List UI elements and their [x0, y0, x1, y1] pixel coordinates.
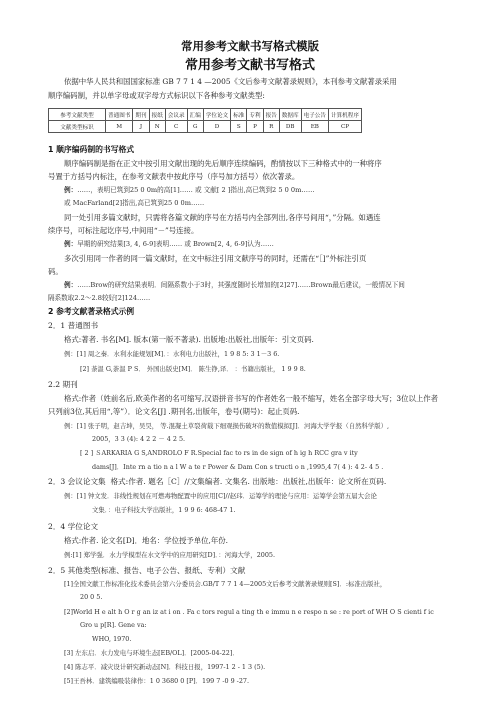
table-cell: 普通图书: [106, 109, 133, 121]
section-title: 2．3 会议论文集: [48, 477, 106, 486]
example-label: 例：: [64, 422, 77, 430]
journal-reference-2-line-1: [ 2 ] ＳARKARIA G S,ANDROLO F R.Special fac to rs in de sign of h ig h RCC gra v ity: [80, 449, 358, 457]
example-1-line-1: [64, 185, 315, 196]
other-reference-2-line-2: Gro u p[R]. Gene va:: [80, 621, 147, 629]
example-label: 例：: [64, 281, 78, 289]
reference-text: [1] 张子明，赵吉坤，吴昊， 等.混凝土草裂荷载下细观损伤破坏的数值模拟[J]．河海大学学报（自然科学版）,: [76, 422, 390, 430]
book-reference-2: [2] 荼温 G,荼温 P S． 外国出版史[M]． 陈生铮,译． ：书籍出版社， 1 9 9 8.: [80, 365, 306, 373]
proceedings-reference-1-line-2: 文集．：电子科技大学出版社，1 9 9 6: 468-47 1.: [92, 506, 236, 514]
journal-reference-1-line-1: [64, 421, 389, 432]
table-cell: 会议录: [165, 109, 187, 121]
table-cell: J: [133, 121, 149, 133]
format-label: 格式:: [64, 335, 82, 344]
table-cell: R: [263, 121, 279, 133]
reference-types-table: [48, 108, 362, 133]
section-1-paragraph-1-line-2: 号置于方括号内标注，在参考文献表中按此序号（序号加方括号）依次著录。: [48, 172, 300, 181]
thesis-format: [64, 535, 228, 547]
section-2-heading: 2 参考文献著录格式示例: [48, 307, 135, 316]
example-label: 例：: [64, 240, 78, 248]
table-cell: 计算机程序: [328, 109, 361, 121]
journal-reference-2-line-2: dams[J]．Inte rn a tio n a l W a te r Power & Dam Con s tructi o n ,1995,4 7( 4 ): 4 2- 4 5 .: [92, 463, 384, 471]
section-2-5-heading: 2．5 其他类型(标准、报告、电子公告、报纸、专利）文献: [48, 566, 246, 575]
table-cell: CP: [328, 121, 361, 133]
section-2-4-heading: 2．4 学位论文: [48, 522, 99, 531]
other-reference-5: [5]王吾林．建筑编吸装律作：1 0 3680 0 [P]．199 7 -0 9 -27.: [64, 677, 250, 685]
journal-reference-1-line-2: 2005，3 3 (4): 4 2 2 － 4 2 5.: [92, 435, 186, 443]
format-text: 作者. 论文名[D]．地名：学位授予单位,年份.: [81, 536, 229, 545]
section-2-1-heading: 2．1 普通图书: [48, 321, 99, 330]
table-row-label: 参考文献类型: [49, 109, 106, 121]
table-cell: 汇编: [187, 109, 203, 121]
table-cell: D: [203, 121, 230, 133]
types-table-row-names: [49, 109, 362, 121]
document-title-small: 常用参考文献书写格式模版: [181, 39, 319, 53]
section-1-heading: 1 顺序编码制的书写格式: [48, 145, 135, 154]
example-label: 例：: [64, 186, 78, 194]
types-table-row-codes: [49, 121, 362, 133]
example-label: 例:: [64, 551, 73, 559]
example-label: 例：: [64, 492, 77, 500]
example-1-line-2: 或 MacFarland[2]指出,高已筑到25 0 0m……: [64, 199, 205, 207]
table-cell: 报告: [263, 109, 279, 121]
example-3-line-2: 隔系数取2.2～2.8较好[2]124……: [48, 294, 151, 302]
reference-text: [1] 钟文发．非线性规划在可燃毒物配置中的应用[C]//赵玮．运筹学的理论与应用：运筹学会第五届大会论: [76, 492, 377, 500]
intro-line-1: 依据中华人民共和国国家标准 GB 7 7 1 4 —2005《文后参考文献著录规则》，本刊参考文献著录采用: [64, 77, 397, 86]
other-reference-1-line-1: [1]全国文献工作标准化技术委员会第六分委员会.GB/T 7 7 1 4—2005文后参考文献著录规则[S]．:标准出版社，: [64, 580, 387, 588]
other-reference-2-line-1: [2]World H e alt h O r g an iz at i on . Fa c tors regul a ting th e immu n e respo n se : re port of WH O S cienti f ic: [64, 608, 434, 616]
table-cell: 电子公告: [301, 109, 328, 121]
document-title-main: 常用参考文献书写格式: [184, 58, 315, 73]
journal-format-line-2: 只列前3位,其后用“,等”）．论文名[J] .期刊名,出版年，卷号(期号)：起止页码.: [48, 407, 300, 416]
format-text: 作者（姓前名后,欧美作者的名可缩写,汉语拼音书写的作者姓名一般不缩写，姓名全部字母大写；3位以上作者: [81, 394, 439, 403]
other-reference-4: [4] 陈志平．减灾设计研究新动态[N]．科技日报，1997-1 2 - 1 3 (5).: [64, 663, 266, 671]
format-text: 作者. 题名［C］//文集编者. 文集名. 出版地：出版社,出版年：论文所在页码.: [128, 477, 387, 486]
thesis-reference-1: [64, 550, 275, 561]
other-reference-1-line-2: 20 0 5.: [80, 593, 103, 601]
format-text: 著者. 书名[M]. 版本(第一版不著录). 出版地:出版社,出版年：引文页码.: [81, 335, 314, 344]
example-text: 早期的研究结果[3, 4, 6-9]表明…… 或 Brown[2, 4, 6-9]认为……: [77, 240, 274, 248]
section-1-paragraph-3-line-1: 多次引用同一作者的同一篇文献时，在文中标注引用文献序号的同时，还需在“［]”外标注引页: [64, 254, 367, 263]
example-3-line-1: [64, 280, 405, 291]
proceedings-reference-1-line-1: [64, 491, 377, 502]
table-cell: M: [106, 121, 133, 133]
section-2-2-heading: 2.2 期刊: [48, 380, 78, 389]
format-label: 格式:: [64, 536, 82, 545]
table-cell: EB: [301, 121, 328, 133]
journal-format-line-1: [64, 393, 438, 405]
table-cell: 数据库: [279, 109, 301, 121]
other-reference-2-line-3: WHO, 1970.: [92, 635, 132, 643]
table-cell: 专利: [247, 109, 263, 121]
table-cell: N: [149, 121, 165, 133]
table-cell: 期刊: [133, 109, 149, 121]
table-cell: 标准: [231, 109, 247, 121]
table-cell: DB: [279, 121, 301, 133]
table-cell: 报纸: [149, 109, 165, 121]
other-reference-3: [3] 左东启．水力发电与环境生态[EB/OL]．[2005-04-22]．: [64, 649, 239, 657]
example-text: ……，表明已筑到25 0 0m的高[1]…… 或 文献[ 2 ]指出,高已筑到2 5 0 0m……: [77, 186, 315, 194]
format-label: 格式:: [110, 477, 129, 486]
reference-text: [1] 郑学强．水力学模型在水文学中的应用研究[D]．：河海大学，2005.: [72, 551, 275, 559]
table-cell: C: [165, 121, 187, 133]
section-1-paragraph-2-line-1: 同一处引用多篇文献时，只需将各篇文献的序号在方括号内全部列出,各序号间用“，”分隔。如遇连: [64, 213, 381, 222]
section-2-3-heading: [48, 476, 386, 488]
example-label: 例：: [64, 350, 77, 358]
book-format: [64, 334, 314, 346]
section-1-paragraph-3-line-2: 码。: [48, 267, 63, 276]
example-2: [64, 239, 274, 250]
section-1-paragraph-2-line-2: 续序号，可标注起讫序号,中间用“－”号连接。: [48, 226, 199, 235]
book-reference-1: [64, 349, 279, 360]
reference-text: [1] 周之秦．水利水能规划[M]．：水利电力出版社，1 9 8 5: 3 1－3 6.: [76, 350, 280, 358]
example-text: ……Brow的研究结果表明．间隔系数小于3时，其强度随时长增加的[2]27]……Brown最后建议，一般情况下间: [77, 281, 405, 289]
table-cell: S: [231, 121, 247, 133]
table-row-label: 文献类型标识: [49, 121, 106, 133]
section-1-paragraph-1-line-1: 顺序编码制是指在正文中按引用文献出现的先后顺序连续编码，酌情按以下三种格式中的一种将序: [64, 159, 382, 168]
table-cell: 学位论文: [203, 109, 230, 121]
format-label: 格式:: [64, 394, 82, 403]
intro-line-2: 顺序编码制，并以单字母或双字母方式标识以下各种参考文献类型:: [48, 91, 265, 100]
table-cell: P: [247, 121, 263, 133]
table-cell: G: [187, 121, 203, 133]
